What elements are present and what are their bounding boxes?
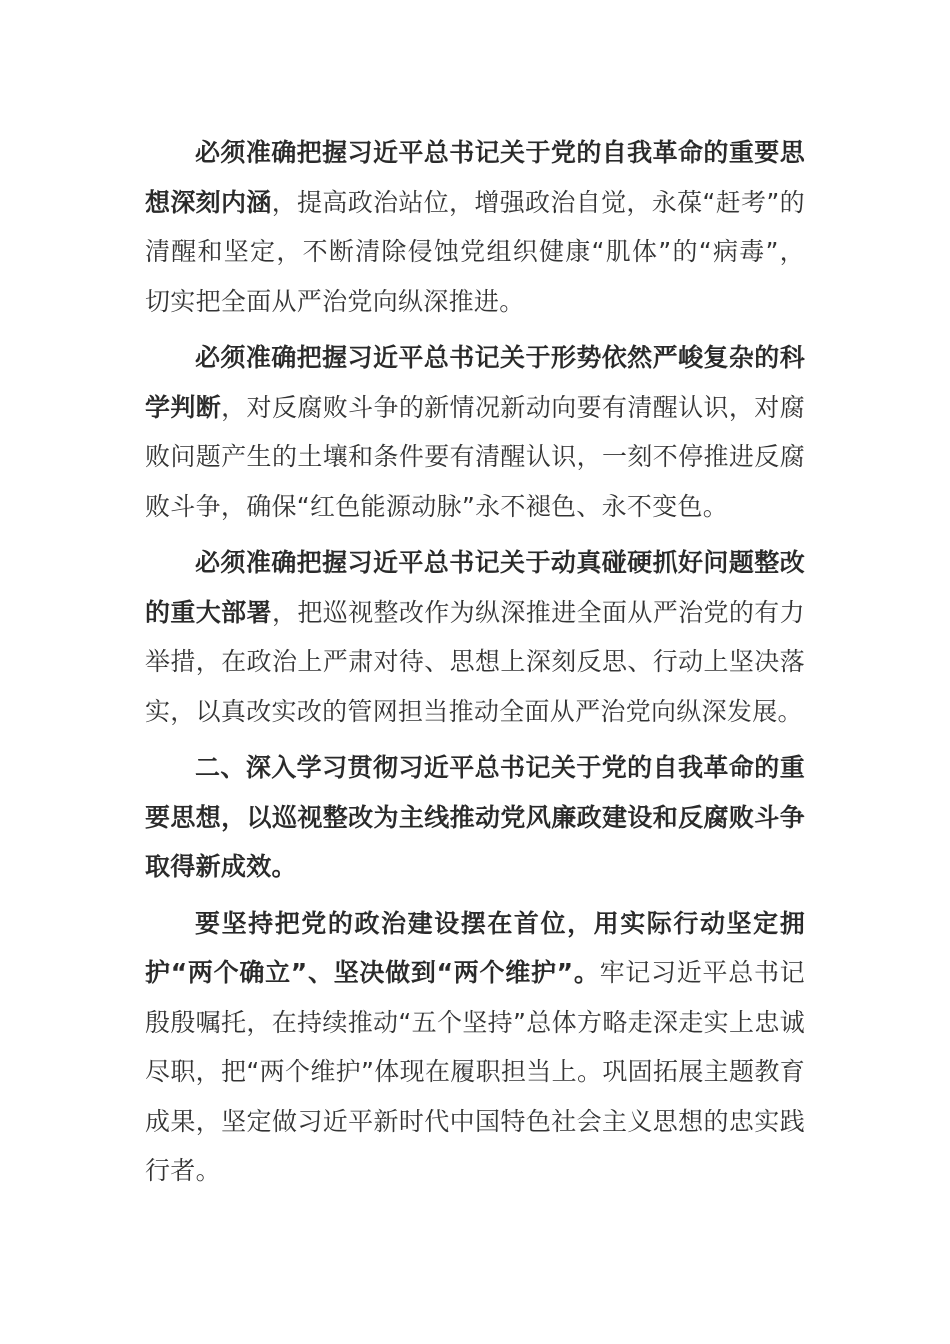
paragraph-text: ，提高政治站位，增强政治自觉，永葆“赶考”的清醒和坚定，不断清除侵蚀党组织健康“肌体”的“病毒”，切实把全面从严治党向纵深推进。 (145, 187, 805, 316)
paragraph-rectification-deployment (145, 538, 805, 736)
paragraph-text: 牢记习近平总书记殷殷嘱托，在持续推动“五个坚持”总体方略走深走实上忠诚尽职，把“两个维护”体现在履职担当上。巩固拓展主题教育成果，坚定做习近平新时代中国特色社会主义思想的忠实践行者。 (145, 958, 805, 1185)
paragraph-lead: 要坚持把党的政治建设摆在首位，用实际行动坚定拥护“两个确立”、坚决做到“两个维护”。 (145, 908, 805, 987)
paragraph-lead: 必须准确把握习近平总书记关于形势依然严峻复杂的科学判断 (145, 343, 805, 422)
paragraph-text: ，把巡视整改作为纵深推进全面从严治党的有力举措，在政治上严肃对待、思想上深刻反思、行动上坚决落实，以真改实改的管网担当推动全面从严治党向纵深发展。 (145, 597, 805, 726)
paragraph-political-construction (145, 899, 805, 1196)
paragraph-lead: 必须准确把握习近平总书记关于动真碰硬抓好问题整改的重大部署 (145, 548, 805, 627)
paragraph-text: ，对反腐败斗争的新情况新动向要有清醒认识，对腐败问题产生的土壤和条件要有清醒认识，一刻不停推进反腐败斗争，确保“红色能源动脉”永不褪色、永不变色。 (145, 392, 805, 521)
paragraph-self-revolution (145, 128, 805, 326)
document-body (145, 128, 805, 1203)
section-heading: 二、深入学习贯彻习近平总书记关于党的自我革命的重要思想，以巡视整改为主线推动党风廉政建设和反腐败斗争取得新成效。 (145, 753, 805, 881)
paragraph-situation-judgment (145, 333, 805, 531)
paragraph-lead: 必须准确把握习近平总书记关于党的自我革命的重要思想深刻内涵 (145, 138, 805, 217)
